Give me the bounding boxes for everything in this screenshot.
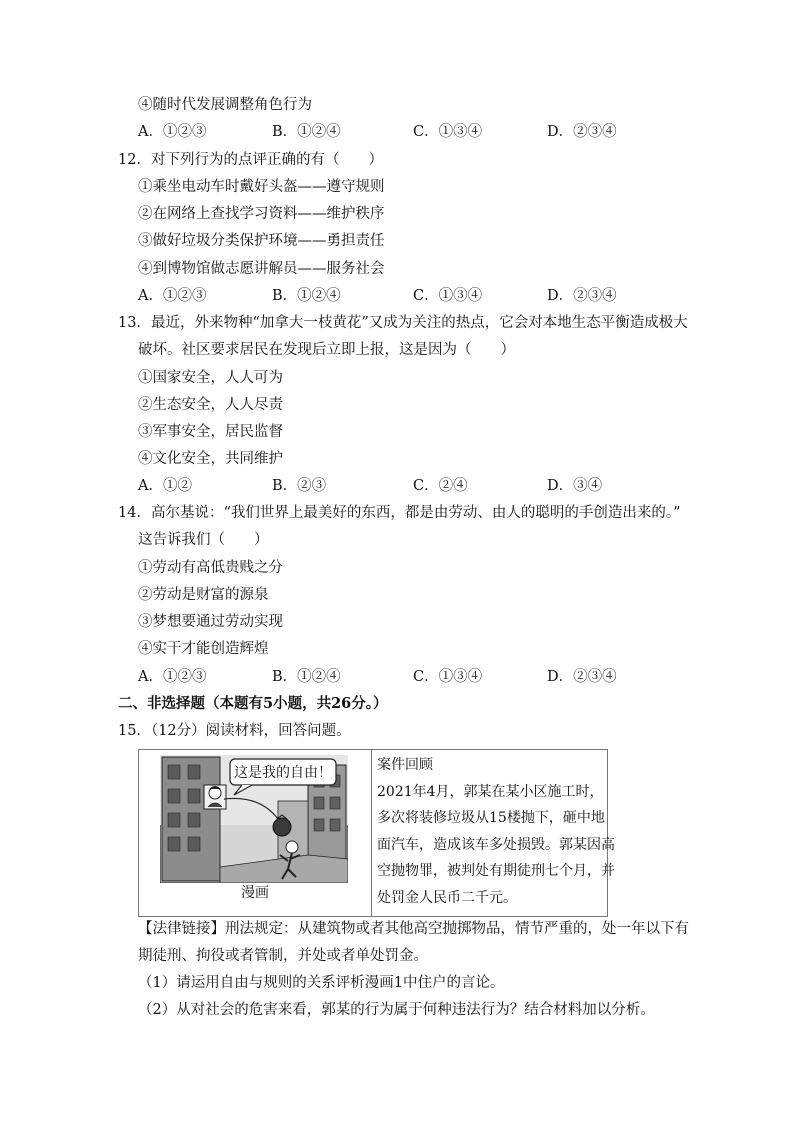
option-b: B．①②④: [272, 288, 341, 304]
q14-item-4: ④实干才能创造辉煌: [138, 641, 269, 657]
q13-item-1: ①国家安全，人人可为: [138, 370, 283, 386]
law-link-line1: 【法律链接】刑法规定：从建筑物或者其他高空抛掷物品，情节严重的，处一年以下有: [138, 921, 689, 937]
q11-item-4: ④随时代发展调整角色行为: [138, 97, 312, 113]
q13-stem-line2: 破坏。社区要求居民在发现后立即上报，这是因为（ ）: [138, 342, 515, 358]
case-title: 案件回顾: [377, 757, 433, 773]
option-c: C．①③④: [413, 288, 483, 304]
q13-stem-line1: 13．最近，外来物种“加拿大一枝黄花”又成为关注的热点，它会对本地生态平衡造成极大: [118, 315, 688, 331]
q13-item-4: ④文化安全，共同维护: [138, 451, 283, 467]
option-b: B．①②④: [272, 124, 341, 140]
case-material-box: [138, 749, 615, 917]
option-a: A．①②③: [138, 124, 207, 140]
case-line: 空抛物罪，被判处有期徒刑七个月，并: [377, 863, 615, 879]
option-d: D．②③④: [547, 124, 617, 140]
cartoon-illustration: [160, 755, 348, 883]
q12-item-4: ④到博物馆做志愿讲解员——服务社会: [138, 261, 385, 277]
case-line: 面汽车，造成该车多处损毁。郭某因高: [377, 836, 615, 853]
q12-item-1: ①乘坐电动车时戴好头盔——遵守规则: [138, 179, 385, 195]
speech-bubble-text: 这是我的自由！: [234, 765, 332, 781]
box-divider: [371, 750, 372, 916]
q15-subquestion-1: （1）请运用自由与规则的关系评析漫画1中住户的言论。: [138, 975, 505, 991]
option-a: A．①②③: [138, 288, 207, 304]
option-a: A．①②: [138, 478, 192, 494]
section-heading: 二、非选择题（本题有5小题，共26分。）: [118, 695, 388, 712]
option-c: C．①③④: [413, 124, 483, 140]
option-c: C．②④: [413, 478, 468, 494]
case-line: 多次将装修垃圾从15楼抛下，砸中地: [377, 810, 605, 826]
q14-options: [138, 667, 658, 687]
q15-subquestion-2: （2）从对社会的危害来看，郭某的行为属于何种违法行为？结合材料加以分析。: [138, 1002, 655, 1018]
q12-item-2: ②在网络上查找学习资料——维护秩序: [138, 206, 385, 222]
option-b: B．①②④: [272, 669, 341, 685]
case-line: 2021年4月，郭某在某小区施工时，: [377, 783, 604, 800]
q14-stem-line2: 这告诉我们（ ）: [138, 532, 269, 548]
q14-item-3: ③梦想要通过劳动实现: [138, 614, 283, 630]
option-a: A．①②③: [138, 669, 207, 685]
q14-item-2: ②劳动是财富的源泉: [138, 587, 269, 603]
q12-item-3: ③做好垃圾分类保护环境——勇担责任: [138, 233, 385, 249]
q13-options: [138, 476, 658, 496]
law-link-line2: 期徒刑、拘役或者管制，并处或者单处罚金。: [138, 948, 428, 964]
q13-item-3: ③军事安全，居民监督: [138, 424, 283, 440]
q11-options: [138, 122, 658, 142]
q14-item-1: ①劳动有高低贵贱之分: [138, 560, 283, 576]
option-d: D．②③④: [547, 669, 617, 685]
q12-stem: 12．对下列行为的点评正确的有（ ）: [118, 152, 383, 168]
q15-stem: 15．（12分）阅读材料，回答问题。: [118, 723, 351, 739]
option-b: B．②③: [272, 478, 327, 494]
q14-stem-line1: 14．高尔基说：“我们世界上最美好的东西，都是由劳动、由人的聪明的手创造出来的。”: [118, 505, 681, 521]
option-d: D．②③④: [547, 288, 617, 304]
q13-item-2: ②生态安全，人人尽责: [138, 397, 283, 413]
case-line: 处罚金人民币二千元。: [377, 889, 517, 906]
q12-options: [138, 286, 658, 306]
option-d: D．③④: [547, 478, 603, 494]
option-c: C．①③④: [413, 669, 483, 685]
cartoon-caption: 漫画: [241, 885, 269, 901]
case-review-text: [377, 752, 615, 911]
